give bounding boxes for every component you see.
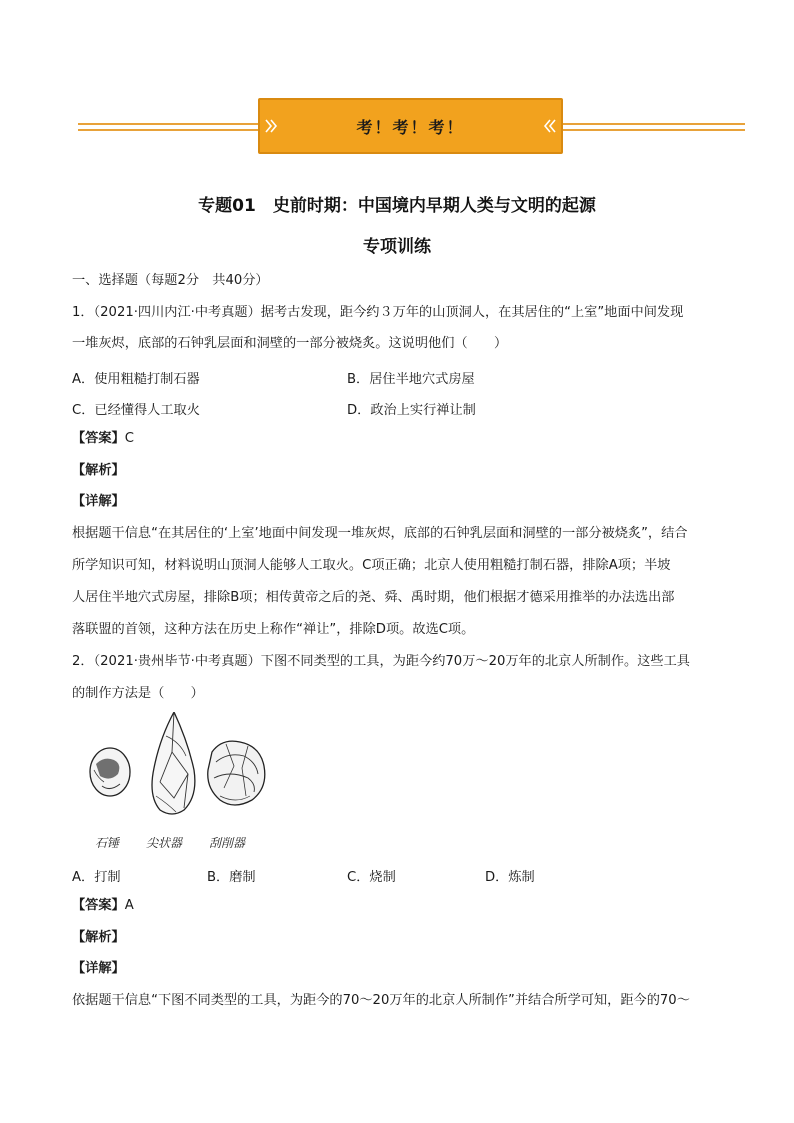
q2-stem-line: 的制作方法是（ ） <box>72 686 204 701</box>
banner-title: 考！考！考！ <box>356 117 465 137</box>
q1-option-d: D．政治上实行禅让制 <box>347 403 476 418</box>
q1-detail-line: 所学知识可知，材料说明山顶洞人能够人工取火。C项正确；北京人使用粗糙打制石器，排除A项；半坡 <box>72 558 671 573</box>
q2-detail-label: 【详解】 <box>72 961 125 976</box>
q2-option-a: A．打制 <box>72 870 121 885</box>
double-chevron-left-icon <box>543 117 557 135</box>
q1-detail-line: 根据题干信息“在其居住的‘上室’地面中间发现一堆灰烬，底部的石钟乳层面和洞壁的一部分被烧炙”，结合 <box>72 526 688 541</box>
q1-answer <box>72 430 134 448</box>
scraper-image <box>208 741 265 805</box>
q1-detail-line: 人居住半地穴式房屋，排除B项；相传黄帝之后的尧、舜、禹时期，他们根据才德采用推举的办法选出部 <box>72 590 675 605</box>
answer-value: C <box>124 431 134 446</box>
answer-label: 【答案】 <box>72 431 125 446</box>
section-heading: 一、选择题（每题2分 共40分） <box>72 273 269 288</box>
q1-stem-line: 1．（2021·四川内江·中考真题）据考古发现，距今约３万年的山顶洞人，在其居住的“上室”地面中间发现 <box>72 305 684 320</box>
q2-analysis-label: 【解析】 <box>72 930 125 945</box>
banner <box>258 98 563 154</box>
q1-option-b: B．居住半地穴式房屋 <box>347 372 475 387</box>
pointed-tool-image <box>152 712 195 814</box>
q2-option-d: D．炼制 <box>485 870 535 885</box>
q2-option-c: C．烧制 <box>347 870 396 885</box>
stone-hammer-image <box>90 748 130 796</box>
q2-option-b: B．磨制 <box>207 870 256 885</box>
q2-answer <box>72 897 134 915</box>
banner-line-left-top <box>78 123 258 125</box>
double-chevron-right-icon <box>264 117 278 135</box>
answer-value: A <box>124 898 134 913</box>
figure-caption-scraper: 刮削器 <box>209 836 246 850</box>
q2-detail-line: 依据题干信息“下图不同类型的工具，为距今的70～20万年的北京人所制作”并结合所学可知，距今的70～ <box>72 993 690 1008</box>
q1-detail-label: 【详解】 <box>72 494 125 509</box>
answer-label: 【答案】 <box>72 898 125 913</box>
banner-line-left-bottom <box>78 129 258 131</box>
document-subtitle: 专项训练 <box>363 237 431 257</box>
document-title: 专题01 史前时期：中国境内早期人类与文明的起源 <box>198 196 596 216</box>
q1-detail-line: 落联盟的首领，这种方法在历史上称作“禅让”，排除D项。故选C项。 <box>72 622 475 637</box>
banner-line-right-bottom <box>563 129 745 131</box>
q1-analysis-label: 【解析】 <box>72 463 125 478</box>
figure-caption-pointed-tool: 尖状器 <box>146 836 183 850</box>
figure-caption-stone-hammer: 石锤 <box>95 836 120 850</box>
q1-stem-line: 一堆灰烬，底部的石钟乳层面和洞壁的一部分被烧炙。这说明他们（ ） <box>72 336 508 351</box>
banner-line-right-top <box>563 123 745 125</box>
q1-option-a: A．使用粗糙打制石器 <box>72 372 200 387</box>
q2-stem-line: 2．（2021·贵州毕节·中考真题）下图不同类型的工具，为距今约70万～20万年的北京人所制作。这些工具 <box>72 654 690 669</box>
q1-option-c: C．已经懂得人工取火 <box>72 403 200 418</box>
